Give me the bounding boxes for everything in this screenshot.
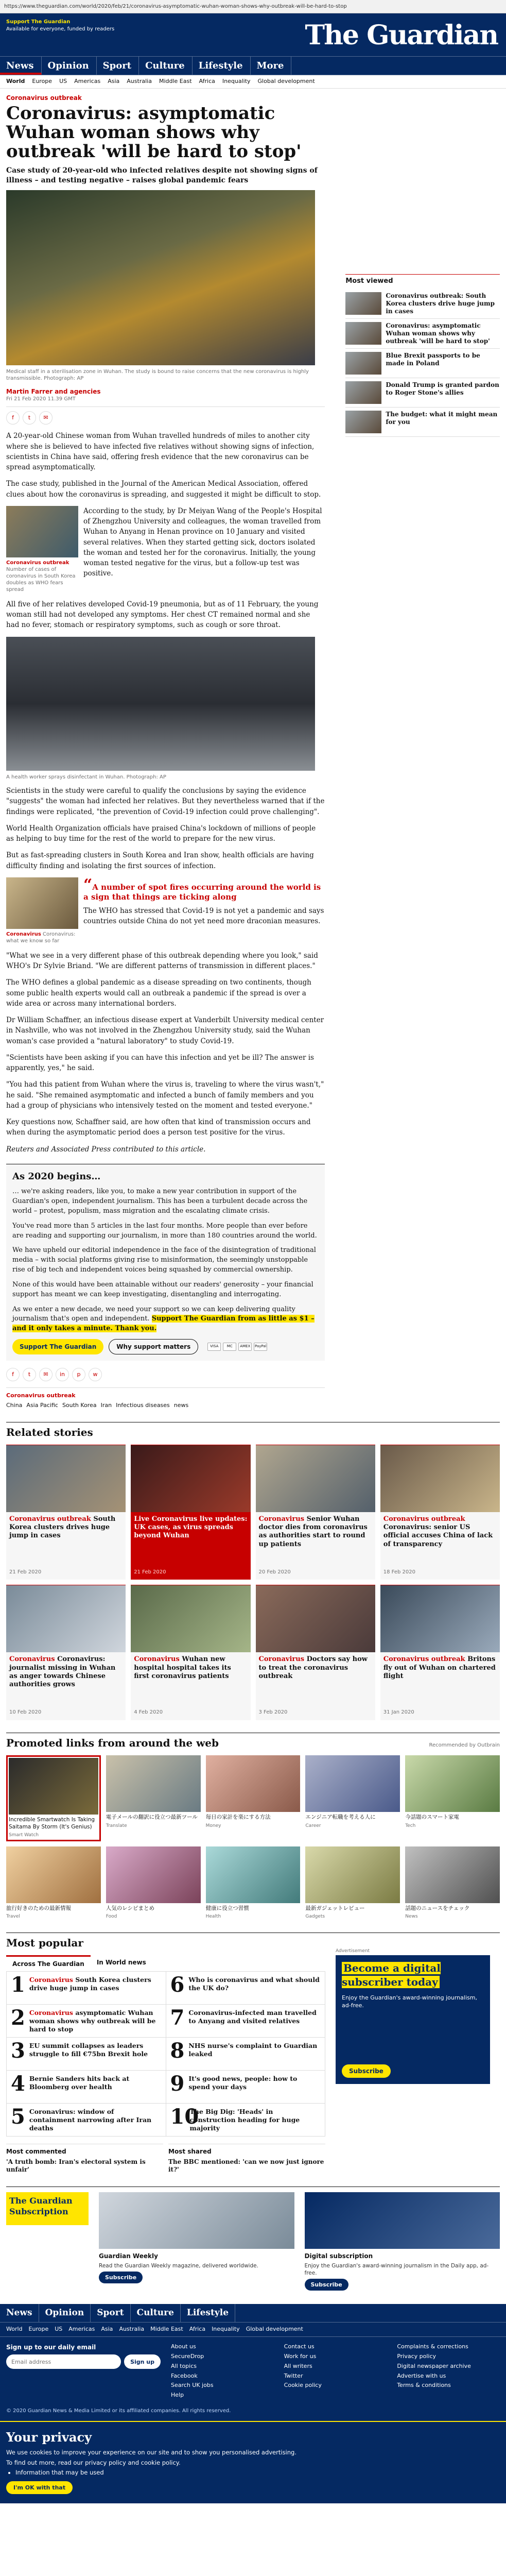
subnav-item[interactable]: Inequality — [222, 78, 251, 85]
card-icon: PayPal — [254, 1343, 267, 1351]
footer — [0, 2304, 506, 2420]
email-signup: Sign up to our daily email Email address Sign up — [6, 2343, 161, 2399]
related-inline[interactable]: Coronavirus Coronavirus: what we know so far — [6, 877, 78, 944]
paragraph: But as fast-spreading clusters in South Korea and Iran show, health officials are having difficulty finding and isolating the first sources of infection. — [6, 851, 314, 870]
privacy-title: Your privacy — [6, 2429, 92, 2445]
privacy-text: We use cookies to improve your experience on our site and to show you personalised advertising. — [6, 2449, 296, 2456]
hero-caption: Medical staff in a sterilisation zone in Wuhan. The study is bound to raise concerns that the new coronavirus is highly transmissible. Photograph: AP — [6, 368, 309, 382]
digital-subscribe-button[interactable]: Subscribe — [305, 2279, 348, 2291]
related-card[interactable]: Coronavirus Doctors say how to treat the coronavirus outbreak 3 Feb 2020 — [256, 1585, 375, 1720]
share-bar — [6, 411, 325, 425]
epic-paragraph: We have upheld our editorial independence in the face of the disintegration of traditional media – with social platforms giving rise to misinformation, the seemingly unstoppable rise of big tech and independent voices being squashed by commercial ownership. — [12, 1246, 316, 1274]
related-card[interactable]: Coronavirus Senior Wuhan doctor dies from coronavirus as authorities start to round up patients 20 Feb 2020 — [256, 1445, 375, 1580]
paragraph: "Scientists have been asking if you can have this infection and yet be ill? The answer is apparently, yes," he said. — [6, 1053, 314, 1073]
promoted-card[interactable]: 毎日の家計を楽にする方法 Money — [206, 1755, 301, 1841]
privacy-text: To find out more, read our privacy policy and cookie policy. — [6, 2459, 181, 2466]
ad-text: Enjoy the Guardian's award-winning journalism, ad-free. — [342, 1994, 477, 2009]
weekly-subscribe-button[interactable]: Subscribe — [99, 2272, 143, 2283]
footer-subnav-item[interactable]: Asia — [101, 2326, 113, 2333]
topic-tag[interactable]: news — [173, 1402, 189, 1409]
article-kicker[interactable]: Coronavirus outbreak — [6, 94, 82, 101]
right-rail — [345, 89, 500, 1410]
byline[interactable]: Martin Farrer and agencies — [6, 387, 101, 395]
subnav-item[interactable]: Asia — [108, 78, 120, 85]
tab-world-news[interactable]: In World news — [96, 1959, 146, 1967]
paragraph: A 20-year-old Chinese woman from Wuhan travelled hundreds of miles to another city where she is believed to have infected five relatives without showing signs of infection, scientists in China have said, offering fresh evidence that the new coronavirus can be spread asymptomatically. — [6, 432, 315, 472]
dateline: Fri 21 Feb 2020 11.39 GMT — [6, 396, 325, 408]
browser-bar — [0, 0, 506, 13]
card-icon: VISA — [207, 1343, 221, 1351]
ad-subscribe-button[interactable]: Subscribe — [342, 2064, 391, 2078]
footer-subnav-item[interactable]: World — [6, 2326, 23, 2333]
promoted-card[interactable]: 最新ガジェットレビュー Gadgets — [305, 1846, 400, 1920]
promoted-card[interactable]: 話題のニュースをチェック News — [405, 1846, 500, 1920]
signup-button[interactable]: Sign up — [124, 2354, 161, 2369]
related-image — [6, 506, 78, 557]
most-popular-item[interactable]: 7 Coronavirus-infected man travelled to Anyang and visited relatives — [166, 2005, 326, 2038]
paragraph: Reuters and Associated Press contributed to this article. — [6, 1145, 206, 1154]
most-popular-item[interactable]: 1 Coronavirus South Korea clusters drive huge jump in cases — [7, 1972, 166, 2005]
paragraph: World Health Organization officials have praised China's lockdown of millions of people as helping to buy time for the rest of the world to prepare for the new virus. — [6, 824, 316, 843]
pull-quote: “A number of spot fires occurring around the world is a sign that things are ticking along — [83, 875, 321, 902]
twitter-icon[interactable]: t — [23, 411, 36, 425]
promoted-links — [0, 1733, 506, 1920]
subnav-item[interactable]: Americas — [74, 78, 101, 85]
footer-link[interactable]: Facebook — [171, 2372, 198, 2379]
promoted-card[interactable]: Incredible Smartwatch Is Taking Saitama By Storm (It's Genius) Smart Watch — [6, 1755, 101, 1841]
rail-item[interactable]: The budget: what it might mean for you — [345, 408, 500, 437]
footer-link[interactable]: All topics — [171, 2362, 197, 2369]
masthead — [0, 13, 506, 57]
related-image — [6, 877, 78, 929]
pillar-nav — [0, 57, 506, 75]
payment-cards — [207, 1343, 267, 1351]
topic-tag[interactable]: Infectious diseases — [116, 1402, 170, 1409]
email-icon[interactable]: ✉ — [39, 411, 53, 425]
pillar-opinion[interactable]: Opinion — [42, 57, 97, 75]
most-popular — [0, 1933, 506, 2174]
topic-tag[interactable]: China — [6, 1402, 23, 1409]
pillar-culture[interactable]: Culture — [139, 57, 193, 75]
most-popular-item[interactable]: 10 The Big Dig: 'Heads' in construction heading for huge majority — [166, 2104, 326, 2137]
article — [6, 89, 325, 1410]
rail-item[interactable]: Donald Trump is granted pardon to Roger Stone's allies — [345, 378, 500, 408]
privacy-accept-button[interactable]: I'm OK with that — [6, 2481, 73, 2494]
pillar-sport[interactable]: Sport — [97, 57, 139, 75]
most-popular-item[interactable]: 6 Who is coronavirus and what should the UK do? — [166, 1972, 326, 2005]
footer-link[interactable]: About us — [171, 2343, 196, 2350]
email-field[interactable] — [6, 2354, 121, 2369]
topic-tag[interactable]: Asia Pacific — [26, 1402, 58, 1409]
subnav-item[interactable]: US — [59, 78, 67, 85]
digital-subscription: Digital subscription Enjoy the Guardian's award-winning journalism in the Daily app, ad-free. Subscribe — [305, 2192, 500, 2291]
footer-pillar[interactable]: News — [0, 2304, 39, 2322]
paragraph: All five of her relatives developed Covid-19 pneumonia, but as of 11 February, the young woman still had not developed any symptoms. Her chest CT remained normal and she had no fever, stomach or respiratory symptoms, such as cough or sore throat. — [6, 600, 319, 630]
footer-link[interactable]: Work for us — [284, 2352, 317, 2360]
footer-link[interactable]: SecureDrop — [171, 2352, 204, 2360]
paragraph: Scientists in the study were careful to qualify the conclusions by saying the evidence "suggests" the woman had infected her relatives. But they nevertheless warned that if the findings were replicated, "the prevention of Covid-19 infection could prove challenging". — [6, 787, 325, 816]
epic-paragraph: … we're asking readers, like you, to make a new year contribution in support of the Guardian's open, independent journalism. This has been a turbulent decade across the world – protest, populism, mass migration and the escalating climate crisis. — [12, 1188, 308, 1215]
promoted-card[interactable]: 人気のレシピまとめ Food — [106, 1846, 201, 1920]
footer-pillar[interactable]: Lifestyle — [181, 2304, 235, 2322]
related-card[interactable]: Coronavirus Coronavirus: journalist missing in Wuhan as anger towards Chinese authorities grows 10 Feb 2020 — [6, 1585, 126, 1720]
most-popular-item[interactable]: 9 It's good news, people: how to spend your days — [166, 2071, 326, 2104]
subnav-item[interactable]: Europe — [32, 78, 53, 85]
sub-nav — [0, 75, 506, 89]
related-stories — [0, 1422, 506, 1720]
footer-subnav-item[interactable]: Europe — [28, 2326, 49, 2333]
rail-item[interactable]: Coronavirus: asymptomatic Wuhan woman shows why outbreak 'will be hard to stop' — [345, 319, 500, 349]
paragraph: According to the study, by Dr Meiyan Wang of the People's Hospital of Zhengzhou University and colleagues, the woman travelled from Wuhan to Anyang in Henan province on 10 January and visited several relatives. When they started getting sick, doctors isolated the woman and tested her for the coronavirus. Initially, the young woman tested negative for the virus, but a follow-up test was positive. — [83, 506, 322, 578]
paragraph: "What we see in a very different phase of this outbreak depending where you look," said WHO's Dr Sylvie Briand. "We are different patterns of transmission in different places." — [6, 951, 318, 971]
linkedin-icon[interactable]: in — [56, 1368, 69, 1381]
share-bar-bottom — [6, 1368, 325, 1381]
related-inline[interactable]: Coronavirus outbreak Number of cases of coronavirus in South Korea doubles as WHO fears spread — [6, 506, 78, 593]
footer-subnav-item[interactable]: Australia — [119, 2326, 145, 2333]
guardian-logo[interactable]: The Guardian — [305, 20, 498, 51]
most-commented[interactable]: Most commented 'A truth bomb: Iran's electoral system is unfair' — [6, 2144, 163, 2174]
subscription-logo: The Guardian Subscription — [6, 2192, 89, 2225]
footer-link[interactable]: Terms & conditions — [397, 2382, 451, 2389]
topic-title[interactable]: Coronavirus outbreak — [6, 1392, 76, 1399]
related-card[interactable]: Coronavirus outbreak South Korea clusters drives huge jump in cases 21 Feb 2020 — [6, 1445, 126, 1580]
footer-link[interactable]: Contact us — [284, 2343, 315, 2350]
promoted-card[interactable]: 電子メールの翻訳に役立つ最新ツール Translate — [106, 1755, 201, 1841]
ad-title: Become a digital subscriber today — [342, 1962, 441, 1989]
inline-caption: A health worker sprays disinfectant in Wuhan. Photograph: AP — [6, 774, 166, 780]
subscriptions — [6, 2187, 500, 2291]
related-title: Related stories — [6, 1422, 500, 1439]
footer-subnav-item[interactable]: Global development — [246, 2326, 303, 2333]
footer-link[interactable]: Digital newspaper archive — [397, 2362, 471, 2369]
paragraph: The case study, published in the Journal of the American Medical Association, offered clues about how the coronavirus is spreading, and suggested it might be difficult to stop. — [6, 480, 321, 499]
most-popular-item[interactable]: 4 Bernie Sanders hits back at Bloomberg over health — [7, 2071, 166, 2104]
most-popular-item[interactable]: 5 Coronavirus: window of containment narrowing after Iran deaths — [7, 2104, 166, 2137]
address-bar[interactable]: https://www.theguardian.com/world/2020/feb/21/coronavirus-asymptomatic-wuhan-woman-shows-why-outbreak-will-be-hard-to-stop — [4, 3, 347, 9]
related-card[interactable]: Coronavirus outbreak Britons fly out of Wuhan on chartered flight 31 Jan 2020 — [380, 1585, 500, 1720]
footer-subnav-item[interactable]: Americas — [68, 2326, 95, 2333]
footer-subnav-item[interactable]: Africa — [189, 2326, 206, 2333]
email-icon[interactable]: ✉ — [39, 1368, 53, 1381]
subscription-ad[interactable] — [336, 1948, 490, 2084]
guardian-weekly: Guardian Weekly Read the Guardian Weekly magazine, delivered worldwide. Subscribe — [99, 2192, 294, 2291]
tab-across-guardian[interactable]: Across The Guardian — [6, 1955, 91, 1971]
outbrain-label[interactable]: Recommended by Outbrain — [429, 1742, 500, 1748]
footer-link[interactable]: Privacy policy — [397, 2352, 437, 2360]
footer-link[interactable]: All writers — [284, 2362, 312, 2369]
paragraph: "You had this patient from Wuhan where the virus is, traveling to where the virus wasn't," he said. "She remained asymptomatic and infected a bunch of family members and you had a group of physicians who intensively tested on the moment and tested everyone." — [6, 1080, 324, 1110]
rail-item[interactable]: Blue Brexit passports to be made in Poland — [345, 349, 500, 378]
rail-title: Most viewed — [345, 274, 500, 286]
promoted-card[interactable]: 健康に役立つ習慣 Health — [206, 1846, 301, 1920]
promoted-card[interactable]: エンジニア転職を考える人に Career — [305, 1755, 400, 1841]
most-popular-item[interactable]: 2 Coronavirus asymptomatic Wuhan woman shows why outbreak will be hard to stop — [7, 2005, 166, 2038]
article-headline: Coronavirus: asymptomatic Wuhan woman shows why outbreak 'will be hard to stop' — [6, 103, 302, 162]
footer-link[interactable]: Help — [171, 2392, 184, 2399]
footer-subnav-item[interactable]: Inequality — [212, 2326, 240, 2333]
topics — [6, 1387, 325, 1410]
related-card[interactable]: Coronavirus Wuhan new hospital hospital takes its first coronavirus patients 4 Feb 2020 — [131, 1585, 250, 1720]
subnav-item[interactable]: World — [6, 78, 25, 85]
footer-pillar[interactable]: Sport — [91, 2304, 130, 2322]
privacy-banner — [0, 2421, 506, 2503]
standfirst: Case study of 20-year-old who infected relatives despite not showing signs of illness – and testing negative – raises global pandemic fears — [6, 166, 318, 184]
footer-link[interactable]: Advertise with us — [397, 2372, 446, 2379]
promoted-card[interactable]: 今話題のスマート家電 Tech — [405, 1755, 500, 1841]
promoted-title: Promoted links from around the web — [6, 1736, 219, 1749]
facebook-icon[interactable]: f — [6, 1368, 20, 1381]
paragraph: The WHO has stressed that Covid-19 is not yet a pandemic and says countries outside China do not yet need more draconian measures. — [83, 906, 324, 926]
pillar-lifestyle[interactable]: Lifestyle — [193, 57, 251, 75]
most-popular-item[interactable]: 3 EU summit collapses as leaders struggle to fill €75bn Brexit hole — [7, 2038, 166, 2071]
footer-link[interactable]: Search UK jobs — [171, 2382, 214, 2389]
hero-image — [6, 190, 315, 365]
article-page — [0, 89, 506, 1410]
topic-tag[interactable]: Iran — [100, 1402, 112, 1409]
ad-label: Advertisement — [336, 1948, 370, 1954]
pillar-news[interactable]: News — [0, 57, 42, 75]
privacy-bullet: • Information that may be used — [15, 2469, 500, 2477]
whatsapp-icon[interactable]: w — [89, 1368, 102, 1381]
pillar-more[interactable]: More — [251, 57, 292, 75]
subnav-item[interactable]: Middle East — [159, 78, 192, 85]
footer-link[interactable]: Cookie policy — [284, 2382, 322, 2389]
epic-paragraph: As we enter a new decade, we need your support so we can keep delivering quality journalism that's open and independent. Support The Guardian from as little as $1 – and it only takes a minute. Thank you. — [12, 1305, 315, 1333]
footer-link[interactable]: Complaints & corrections — [397, 2343, 468, 2350]
copyright: © 2020 Guardian News & Media Limited or its affiliated companies. All rights reserved. — [6, 2408, 231, 2414]
most-shared[interactable]: Most shared The BBC mentioned: 'can we now just ignore it?' — [168, 2144, 325, 2174]
footer-link[interactable]: Twitter — [284, 2372, 303, 2379]
subnav-item[interactable]: Africa — [199, 78, 215, 85]
epic-paragraph: None of this would have been attainable without our readers' generosity – your financial support has meant we can keep investigating, disentangling and interrogating. — [12, 1280, 313, 1298]
footer-pillar[interactable]: Culture — [131, 2304, 181, 2322]
subnav-item[interactable]: Global development — [257, 78, 315, 85]
rail-item[interactable]: Coronavirus outbreak: South Korea clusters drive huge jump in cases — [345, 289, 500, 319]
footer-subnav-item[interactable]: US — [55, 2326, 63, 2333]
related-card[interactable]: Live Coronavirus live updates: UK cases, as virus spreads beyond Wuhan 21 Feb 2020 — [131, 1445, 250, 1580]
paragraph: Key questions now, Schaffner said, are how often that kind of transmission occurs and when during the asymptomatic period does a person test positive for the virus. — [6, 1118, 311, 1137]
related-card[interactable]: Coronavirus outbreak Coronavirus: senior US official accuses China of lack of transparency 18 Feb 2020 — [380, 1445, 500, 1580]
footer-subnav-item[interactable]: Middle East — [150, 2326, 183, 2333]
pinterest-icon[interactable]: p — [72, 1368, 85, 1381]
subnav-item[interactable]: Australia — [127, 78, 152, 85]
twitter-icon[interactable]: t — [23, 1368, 36, 1381]
facebook-icon[interactable]: f — [6, 411, 20, 425]
inline-block — [6, 506, 325, 593]
contribution-epic — [6, 1164, 325, 1361]
paragraph: The WHO defines a global pandemic as a disease spreading on two continents, though some public health experts would call an outbreak a pandemic if the spread is over a wide area or across many international borders. — [6, 978, 311, 1008]
footer-pillar[interactable]: Opinion — [39, 2304, 91, 2322]
promoted-card[interactable]: 旅行好きのための最新情報 Travel — [6, 1846, 101, 1920]
support-link[interactable]: Support The Guardian Available for everyone, funded by readers — [6, 19, 115, 32]
card-icon: AMEX — [238, 1343, 252, 1351]
inline-block — [6, 877, 325, 944]
topic-tag[interactable]: South Korea — [62, 1402, 97, 1409]
epic-paragraph: You've read more than 5 articles in the last four months. More people than ever before are reading and supporting our journalism, in more than 180 countries around the world. — [12, 1222, 317, 1240]
epic-title: As 2020 begins… — [12, 1171, 101, 1182]
most-popular-item[interactable]: 8 NHS nurse's complaint to Guardian leaked — [166, 2038, 326, 2071]
most-popular-title: Most popular — [6, 1933, 500, 1950]
why-support-button[interactable]: Why support matters — [109, 1339, 198, 1354]
support-button[interactable]: Support The Guardian — [12, 1339, 103, 1354]
most-popular-tabs — [6, 1955, 325, 1972]
card-icon: MC — [223, 1343, 236, 1351]
inline-image — [6, 637, 315, 771]
paragraph: Dr William Schaffner, an infectious disease expert at Vanderbilt University medical center in Nashville, who was not involved in the Zhengzhou University study, said the Wuhan woman's case provided a "natural laboratory" to study Covid-19. — [6, 1016, 324, 1045]
